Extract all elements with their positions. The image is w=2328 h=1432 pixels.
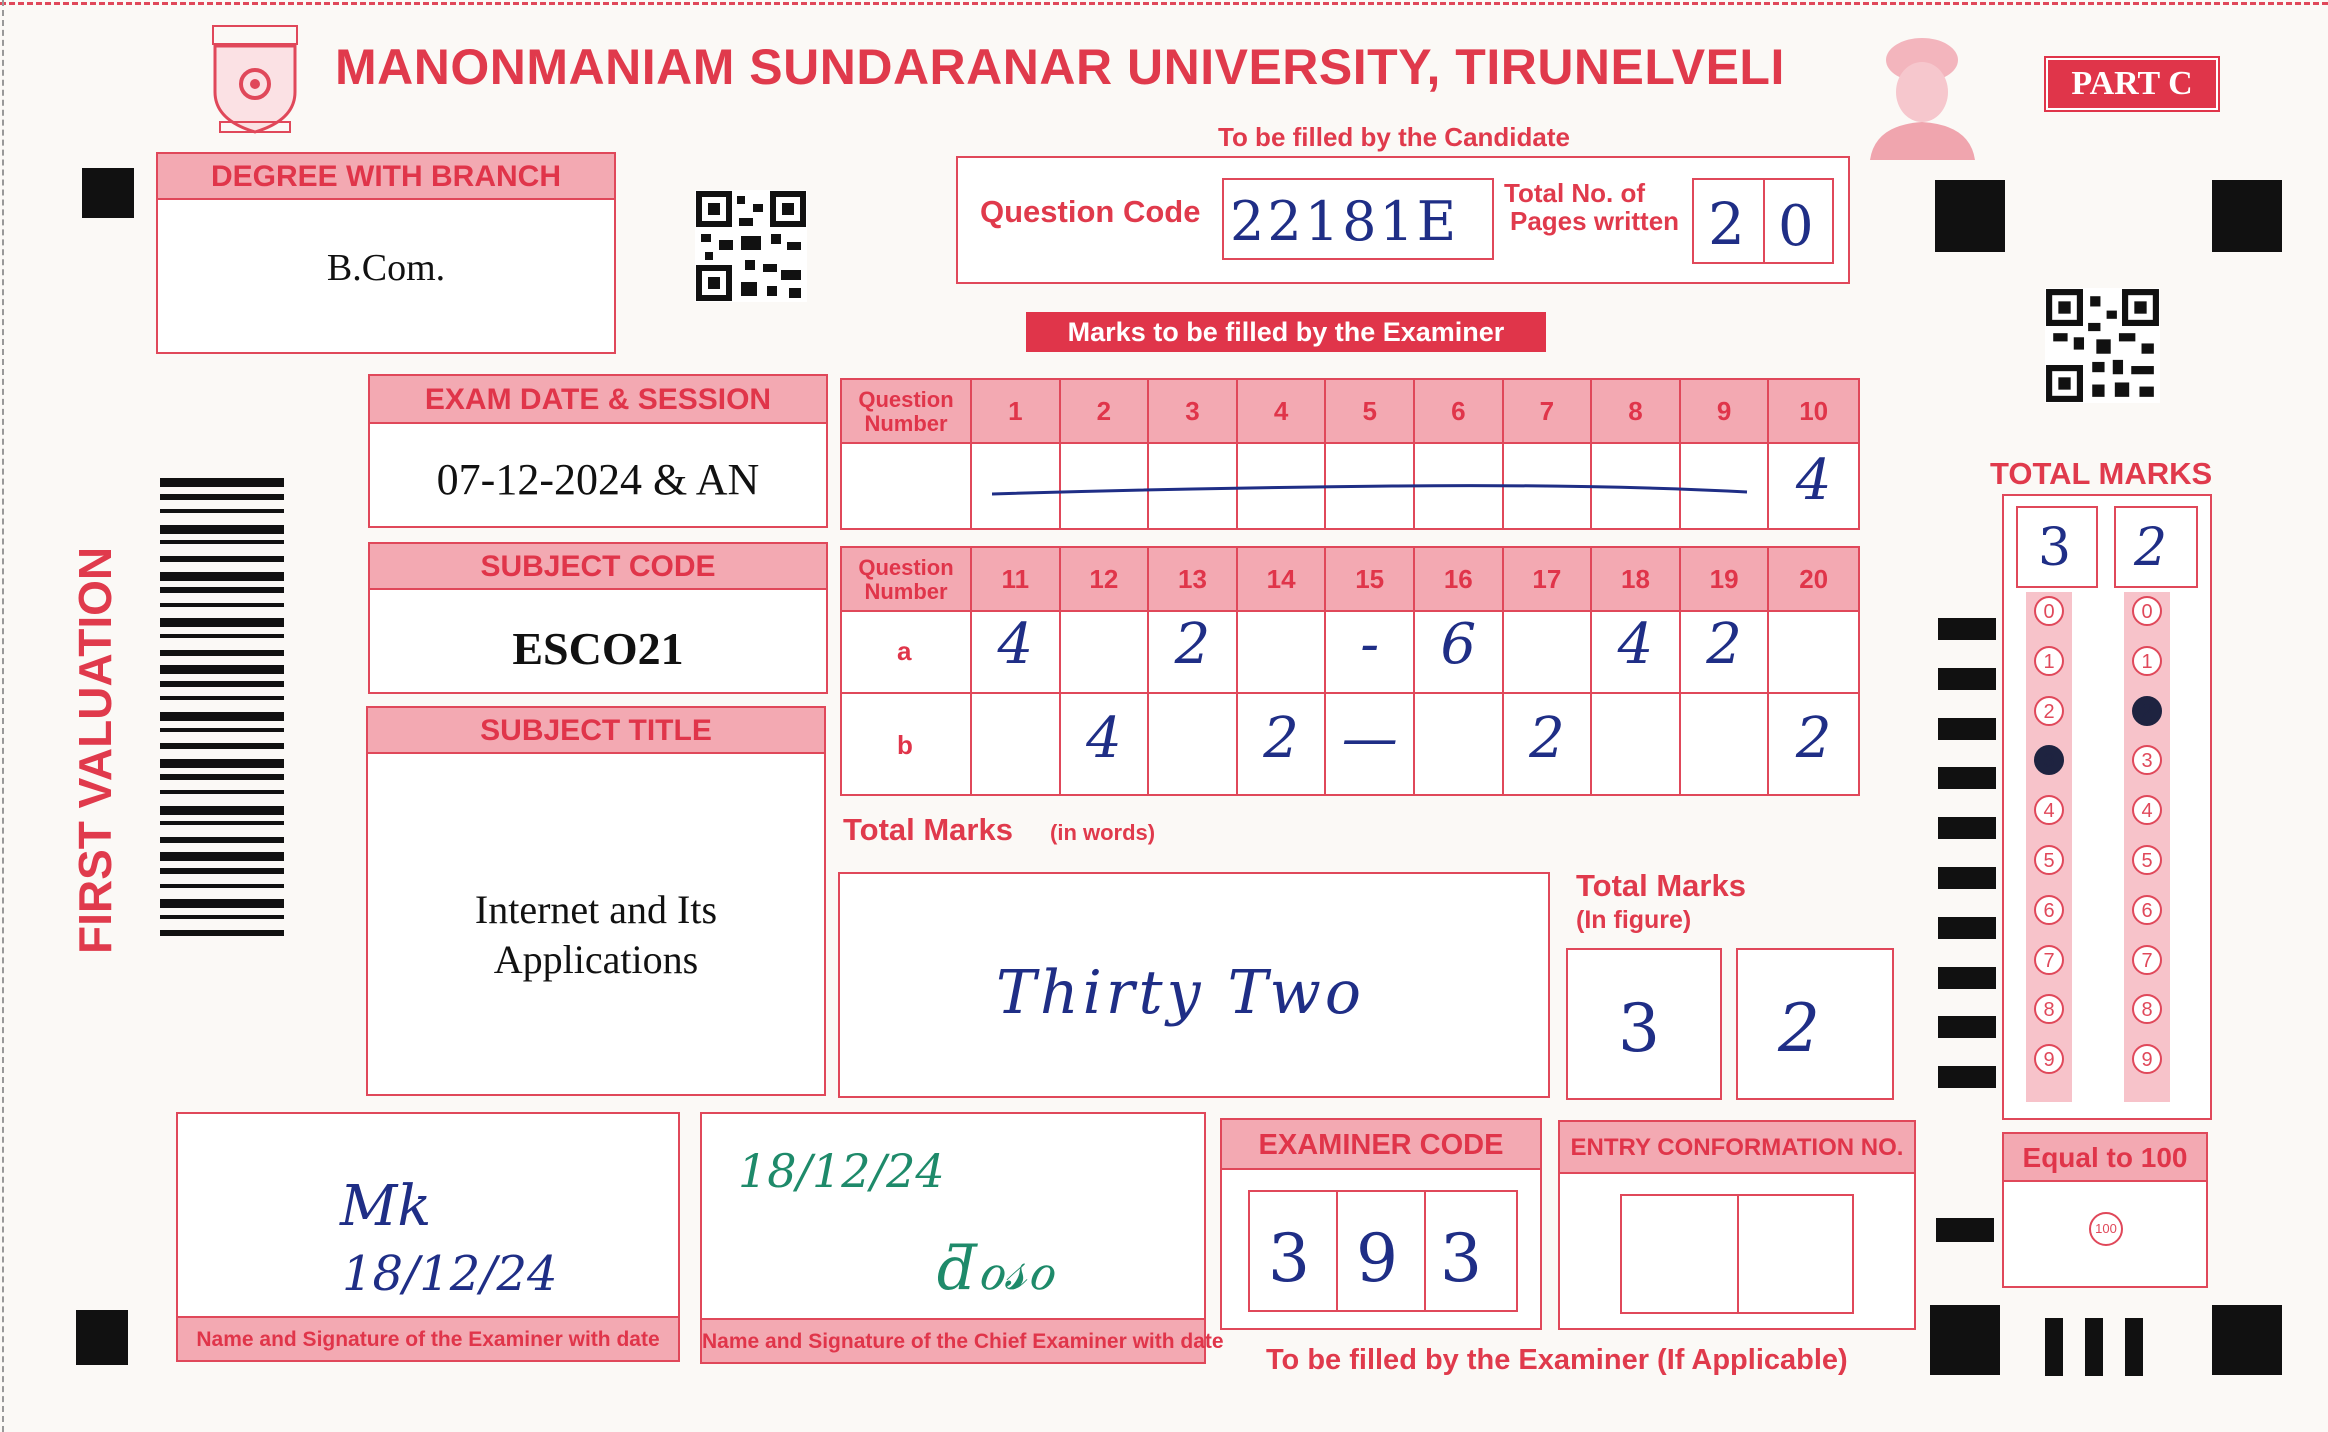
degree-box	[156, 152, 616, 354]
bubble-col1[interactable]: 2	[2034, 696, 2064, 726]
timing-mark	[1938, 718, 1996, 740]
subject-code-value: ESCO21	[512, 623, 684, 674]
examiner-code-label: EXAMINER CODE	[1222, 1120, 1540, 1170]
pages-digit: 2	[1708, 190, 1745, 258]
question-number: 16	[1443, 564, 1473, 594]
registration-mark	[76, 1310, 128, 1365]
barcode-bar	[160, 587, 284, 593]
bubble-col1[interactable]: 9	[2034, 1044, 2064, 1074]
examiner-note: Marks to be filled by the Examiner	[1026, 312, 1546, 352]
question-column	[1504, 548, 1593, 794]
barcode-bar	[160, 572, 284, 581]
barcode-bar	[160, 603, 284, 607]
bubble-col2[interactable]: 5	[2132, 845, 2162, 875]
pages-label-2: Pages written	[1510, 206, 1680, 236]
question-number: 4	[1273, 396, 1289, 426]
examiner-date: 18/12/24	[342, 1246, 558, 1302]
barcode-bar	[160, 665, 284, 674]
barcode-bar	[160, 712, 284, 721]
question-column	[1415, 548, 1504, 794]
question-number: 5	[1362, 396, 1377, 426]
bubble-col1[interactable]: 5	[2034, 845, 2064, 875]
question-column	[1238, 548, 1327, 794]
total-words-box	[838, 872, 1550, 1098]
subject-code-label: SUBJECT CODE	[370, 544, 826, 590]
total-figure-digit-box	[1736, 948, 1894, 1100]
timing-mark	[1938, 817, 1996, 839]
mark-entry[interactable]: 2	[1795, 706, 1832, 771]
question-number: 13	[1178, 564, 1207, 594]
question-number: 9	[1716, 396, 1732, 426]
question-number: 12	[1089, 564, 1119, 594]
question-column	[1769, 548, 1858, 794]
row-b-label: b	[897, 730, 913, 760]
timing-mark	[1936, 1218, 1994, 1242]
question-number: 6	[1451, 396, 1466, 426]
timing-mark	[1938, 917, 1996, 939]
timing-mark	[1938, 767, 1996, 789]
exam-date-label: EXAM DATE & SESSION	[370, 376, 826, 424]
total-words-value: Thirty Two	[996, 958, 1365, 1028]
question-code-label: Question Code	[980, 194, 1201, 229]
question-column	[1504, 380, 1593, 528]
bubble-col1[interactable]: 7	[2034, 945, 2064, 975]
barcode	[160, 478, 284, 948]
question-number: 3	[1185, 396, 1200, 426]
pages-label-1: Total No. of	[1504, 178, 1646, 208]
barcode-bar	[160, 806, 284, 815]
bubble-col1[interactable]: 3	[2034, 745, 2064, 775]
part-badge: PART C	[2046, 58, 2218, 110]
examiner-code-box	[1220, 1118, 1542, 1330]
total-words-sub: (in words)	[1050, 820, 1156, 845]
university-title: MANONMANIAM SUNDARANAR UNIVERSITY, TIRUNELVELI	[335, 39, 1785, 95]
mark-entry[interactable]: 2	[1529, 706, 1565, 771]
registration-mark	[2085, 1318, 2103, 1376]
degree-value: B.Com.	[326, 247, 446, 289]
marks-grid-1	[840, 378, 1860, 530]
left-perforation	[2, 0, 4, 1432]
barcode-bar	[160, 556, 284, 562]
examiner-signature-box	[176, 1112, 680, 1362]
mark-entry[interactable]: 4	[1086, 706, 1122, 771]
bubble-col2[interactable]: 7	[2132, 945, 2162, 975]
barcode-bar	[160, 494, 284, 500]
row-a-label: a	[897, 636, 912, 666]
examiner-code-digit: 3	[1440, 1220, 1482, 1297]
bubble-100[interactable]: 100	[2089, 1212, 2123, 1246]
founder-portrait	[1860, 30, 1985, 160]
question-column	[1681, 380, 1770, 528]
total-marks-panel-label: TOTAL MARKS	[1990, 456, 2213, 491]
barcode-bar	[160, 852, 284, 861]
total-figure-digit-box	[1566, 948, 1722, 1100]
mark-entry[interactable]: 4	[997, 612, 1034, 677]
total-figure-sub: (In figure)	[1576, 906, 1692, 934]
question-column	[972, 380, 1061, 528]
question-number: 15	[1355, 564, 1385, 594]
timing-mark	[1938, 1066, 1996, 1088]
barcode-bar	[160, 634, 284, 638]
examiner-code-digit: 3	[1268, 1220, 1310, 1297]
mark-entry[interactable]: -	[1360, 612, 1380, 677]
question-number: 7	[1539, 396, 1555, 426]
total-figure-digit: 3	[1618, 990, 1660, 1067]
mark-entry[interactable]: 4	[1617, 612, 1654, 677]
barcode-bar	[160, 837, 284, 843]
question-column	[1681, 548, 1770, 794]
strike-line	[992, 480, 1752, 500]
barcode-bar	[160, 821, 284, 825]
total-marks-panel	[2002, 494, 2212, 1120]
bubble-col2[interactable]: 3	[2132, 745, 2162, 775]
question-number: 18	[1621, 564, 1650, 594]
bubble-col2[interactable]: 1	[2132, 646, 2162, 676]
chief-date: 18/12/24	[738, 1144, 945, 1198]
timing-mark	[1938, 867, 1996, 889]
barcode-bar	[160, 774, 284, 780]
top-perforation	[0, 2, 2328, 5]
bubble-col1[interactable]: 1	[2034, 646, 2064, 676]
barcode-bar	[160, 790, 284, 794]
question-code-field	[1222, 178, 1494, 260]
bubble-col2[interactable]: 4	[2132, 795, 2162, 825]
total-words-label: Total Marks	[843, 812, 1013, 847]
question-code-box	[956, 156, 1850, 284]
question-column	[1326, 548, 1415, 794]
bubble-col2[interactable]: 2	[2132, 696, 2162, 726]
entry-no-label: ENTRY CONFORMATION NO.	[1560, 1122, 1914, 1174]
timing-mark	[1938, 967, 1996, 989]
bubble-col2[interactable]: 9	[2132, 1044, 2162, 1074]
mark-entry[interactable]: 4	[1795, 448, 1832, 513]
registration-mark	[2045, 1318, 2063, 1376]
barcode-bar	[160, 525, 284, 534]
bubble-col2[interactable]: 6	[2132, 895, 2162, 925]
exam-date-value: 07-12-2024 & AN	[436, 455, 760, 504]
university-logo	[205, 22, 305, 137]
registration-mark	[2212, 1305, 2282, 1375]
bubble-col1[interactable]: 4	[2034, 795, 2064, 825]
question-column	[1326, 380, 1415, 528]
barcode-bar	[160, 868, 284, 874]
question-column	[1238, 380, 1327, 528]
qr-code	[695, 190, 807, 302]
question-number-label: Question Number	[858, 555, 954, 604]
question-number-label: Question Number	[858, 387, 954, 436]
timing-mark	[1938, 1016, 1996, 1038]
bubble-col2[interactable]: 0	[2132, 596, 2162, 626]
mark-entry[interactable]: —	[1341, 706, 1398, 771]
barcode-bar	[160, 478, 284, 487]
question-column	[1061, 380, 1150, 528]
question-number: 20	[1799, 564, 1829, 594]
total-marks-digit: 3	[2038, 518, 2072, 578]
barcode-bar	[160, 728, 284, 732]
total-figure-digit: 2	[1778, 990, 1820, 1067]
exam-date-box	[368, 374, 828, 528]
equal-100-box	[2002, 1132, 2208, 1288]
question-number: 2	[1096, 396, 1112, 426]
subject-title-line1: Internet and Its	[474, 887, 718, 932]
first-valuation-label: FIRST VALUATION	[69, 546, 121, 954]
bubble-col1[interactable]: 6	[2034, 895, 2064, 925]
mark-entry[interactable]: 2	[1263, 706, 1299, 771]
question-number: 11	[1001, 564, 1030, 594]
pages-digit: 0	[1778, 194, 1814, 259]
degree-label: DEGREE WITH BRANCH	[158, 154, 614, 200]
barcode-bar	[160, 743, 284, 749]
question-code-value: 22181E	[1230, 190, 1460, 253]
question-number: 8	[1628, 396, 1643, 426]
question-column	[1769, 380, 1858, 528]
barcode-bar	[160, 915, 284, 919]
bubble-col1[interactable]: 0	[2034, 596, 2064, 626]
timing-mark	[1938, 618, 1996, 640]
registration-mark	[2212, 180, 2282, 252]
mark-entry[interactable]: 6	[1440, 612, 1477, 677]
footer-note: To be filled by the Examiner (If Applicable)	[1266, 1344, 1848, 1376]
barcode-bar	[160, 681, 284, 687]
barcode-bar	[160, 899, 284, 908]
question-column	[1415, 380, 1504, 528]
timing-mark	[1938, 668, 1996, 690]
mark-entry[interactable]: 2	[1174, 612, 1211, 677]
barcode-bar	[160, 618, 284, 627]
equal-100-label: Equal to 100	[2004, 1134, 2206, 1182]
subject-title-box	[366, 706, 826, 1096]
marks-grid-2	[840, 546, 1860, 796]
question-number: 14	[1266, 564, 1296, 594]
question-column	[1592, 548, 1681, 794]
question-column	[1149, 380, 1238, 528]
barcode-bar	[160, 509, 284, 513]
question-number: 17	[1532, 564, 1562, 594]
subject-title-label: SUBJECT TITLE	[368, 708, 824, 754]
question-column	[1592, 380, 1681, 528]
registration-mark	[82, 168, 134, 218]
registration-mark	[1935, 180, 2005, 252]
examiner-initials: Mk	[340, 1174, 432, 1239]
barcode-bar	[160, 540, 284, 544]
question-number: 19	[1709, 564, 1739, 594]
question-column	[1149, 548, 1238, 794]
bubble-col2[interactable]: 8	[2132, 994, 2162, 1024]
qr-code	[2045, 288, 2160, 403]
registration-mark	[1930, 1305, 2000, 1375]
registration-mark	[2125, 1318, 2143, 1376]
barcode-bar	[160, 930, 284, 936]
examiner-signature-label: Name and Signature of the Examiner with date	[178, 1316, 678, 1360]
subject-code-box	[368, 542, 828, 694]
barcode-bar	[160, 759, 284, 768]
chief-signature-box	[700, 1112, 1224, 1364]
question-number: 10	[1799, 396, 1829, 426]
entry-no-box	[1558, 1120, 1916, 1330]
examiner-code-digit: 9	[1356, 1220, 1398, 1297]
chief-signature: ƌℴ𝓈ℴ	[938, 1234, 1054, 1304]
question-number: 1	[1008, 396, 1023, 426]
pages-field	[1692, 178, 1834, 264]
total-figure-label: Total Marks	[1576, 868, 1746, 903]
total-marks-digit: 2	[2134, 518, 2168, 578]
mark-entry[interactable]: 2	[1706, 612, 1742, 677]
bubble-col1[interactable]: 8	[2034, 994, 2064, 1024]
subject-title-line2: Applications	[493, 937, 699, 982]
question-column	[1061, 548, 1150, 794]
question-column	[972, 548, 1061, 794]
barcode-bar	[160, 884, 284, 888]
chief-signature-label: Name and Signature of the Chief Examiner with date	[702, 1318, 1204, 1362]
candidate-note: To be filled by the Candidate	[1218, 122, 1570, 152]
barcode-bar	[160, 650, 284, 656]
barcode-bar	[160, 696, 284, 700]
